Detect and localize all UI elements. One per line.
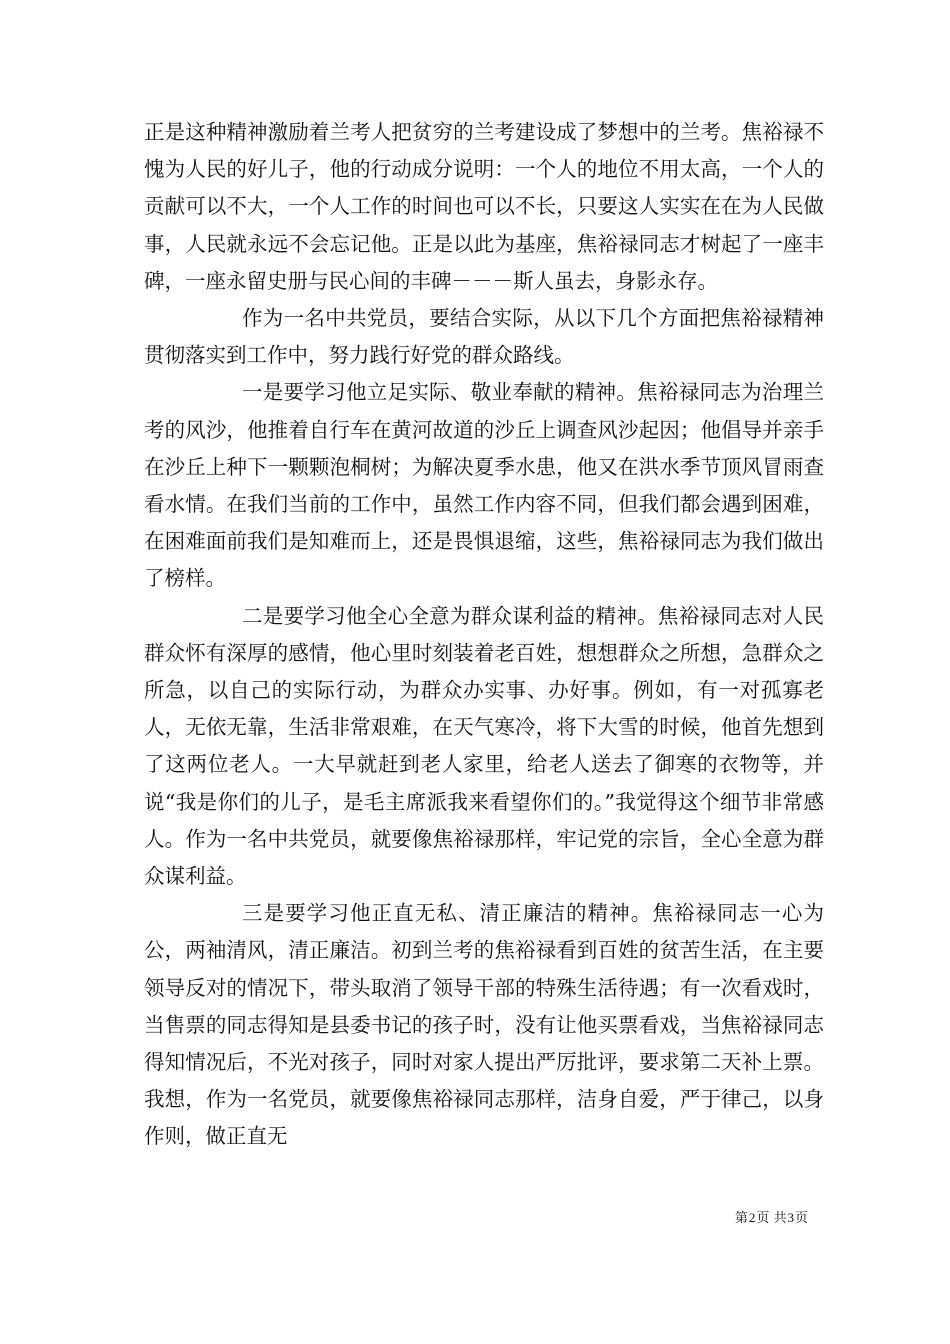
page-footer [735,1207,808,1226]
paragraph-3: 一是要学习他立足实际、敬业奉献的精神。焦裕禄同志为治理兰考的风沙，他推着自行车在黄河故道的沙丘上调查风沙起因；他倡导并亲手在沙丘上种下一颗颗泡桐树；为解决夏季水患，他又在洪水季节顶风冒雨查看水情。在我们当前的工作中，虽然工作内容不同，但我们都会遇到困难，在困难面前我们是知难而上，还是畏惧退缩，这些，焦裕禄同志为我们做出了榜样。 [144,380,824,591]
footer-total-pages: 3 [787,1210,794,1225]
paragraph-4: 二是要学习他全心全意为群众谋利益的精神。焦裕禄同志对人民群众怀有深厚的感情，他心里时刻装着老百姓，想想群众之所想，急群众之所急，以自己的实际行动，为群众办实事、办好事。例如，有一对孤寡老人，无依无靠，生活非常艰难，在天气寒冷，将下大雪的时候，他首先想到了这两位老人。一大早就赶到老人家里，给老人送去了御寒的衣物等，并说“我是你们的儿子，是毛主席派我来看望你们的。”我觉得这个细节非常感人。作为一名中共党员，就要像焦裕禄那样，牢记党的宗旨，全心全意为群众谋利益。 [144,603,824,889]
paragraph-2: 作为一名中共党员，要结合实际，从以下几个方面把焦裕禄精神贯彻落实到工作中，努力践行好党的群众路线。 [144,306,824,368]
footer-middle: 页 共 [756,1211,787,1226]
footer-suffix: 页 [794,1211,808,1226]
footer-current-page: 2 [748,1210,756,1225]
document-body [144,114,824,1156]
paragraph-1: 正是这种精神激励着兰考人把贫穷的兰考建设成了梦想中的兰考。焦裕禄不愧为人民的好儿子，他的行动成分说明：一个人的地位不用太高，一个人的贡献可以不大，一个人工作的时间也可以不长，只要这人实实在在为人民做事，人民就永远不会忘记他。正是以此为基座，焦裕禄同志才树起了一座丰碑，一座永留史册与民心间的丰碑－－－斯人虽去，身影永存。 [144,120,824,293]
paragraph-5: 三是要学习他正直无私、清正廉洁的精神。焦裕禄同志一心为公，两袖清风，清正廉洁。初到兰考的焦裕禄看到百姓的贫苦生活，在主要领导反对的情况下，带头取消了领导干部的特殊生活待遇；有一次看戏时，当售票的同志得知是县委书记的孩子时，没有让他买票看戏，当焦裕禄同志得知情况后，不光对孩子，同时对家人提出严厉批评，要求第二天补上票。我想，作为一名党员，就要像焦裕禄同志那样，洁身自爱，严于律己，以身作则，做正直无 [144,901,824,1149]
footer-prefix: 第 [734,1211,748,1226]
